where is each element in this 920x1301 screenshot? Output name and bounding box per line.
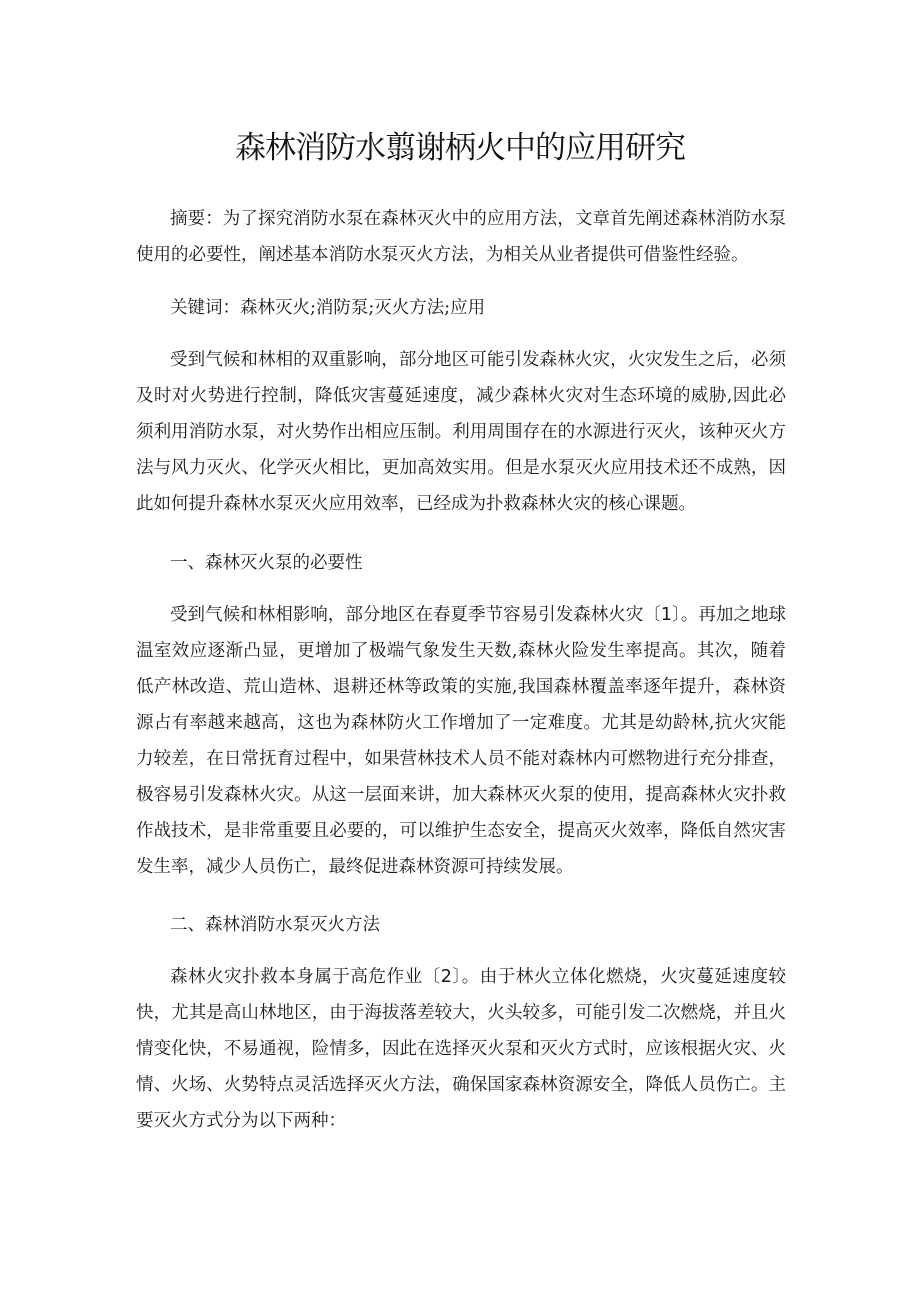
paragraph-text: 。由于林火立体化燃烧，火灾蔓延速度较快，尤其是高山林地区，由于海拔落差较大，火头较多，可能引发二次燃烧，并且火情变化快，不易通视，险情多，因此在选择灭火泵和灭火方式时，应该根据火灾、火情、火场、火势特点灵活选择灭火方法，确保国家森林资源安全，降低人员伤亡。主要灭火方式分为以下两种：	[136, 967, 787, 1131]
body-paragraph-necessity	[136, 597, 786, 885]
keywords-line: 关键词：森林灭火;消防泵;灭火方法;应用	[170, 298, 486, 318]
paragraph-text: 受到气候和林相影响，部分地区在春夏季节容易引发森林火灾	[170, 605, 644, 625]
body-paragraph-methods	[136, 959, 786, 1139]
section-heading-2: 二、森林消防水泵灭火方法	[170, 915, 380, 935]
document-title: 森林消防水翦谢柄火中的应用研究	[235, 130, 685, 166]
body-paragraph-intro: 受到气候和林相的双重影响，部分地区可能引发森林火灾，火灾发生之后，必须及时对火势进行控制，降低灾害蔓延速度，减少森林火灾对生态环境的威胁,因此必须利用消防水泵，对火势作出相应压制。利用周围存在的水源进行灭火，该种灭火方法与风力灭火、化学灭火相比，更加高效实用。但是水泵灭火应用技术还不成熟，因此如何提升森林水泵灭火应用效率，已经成为扑救森林火灾的核心课题。	[136, 350, 786, 514]
citation-ref-2: 〔2〕	[422, 967, 462, 987]
citation-ref-1: 〔1〕	[643, 605, 681, 625]
paragraph-text: 森林火灾扑救本身属于高危作业	[170, 967, 423, 987]
abstract-paragraph: 摘要：为了探究消防水泵在森林灭火中的应用方法，文章首先阐述森林消防水泵使用的必要性，阐述基本消防水泵灭火方法，为相关从业者提供可借鉴性经验。	[136, 209, 786, 265]
paragraph-text: 。再加之地球温室效应逐渐凸显，更增加了极端气象发生天数,森林火险发生率提高。其次，随着低产林改造、荒山造林、退耕还林等政策的实施,我国森林覆盖率逐年提升，森林资源占有率越来越高，这也为森林防火工作增加了一定难度。尤其是幼龄林,抗火灾能力较差，在日常抚育过程中，如果营林技术人员不能对森林内可燃物进行充分排查，极容易引发森林火灾。从这一层面来讲，加大森林灭火泵的使用，提高森林火灾扑救作战技术，是非常重要且必要的，可以维护生态安全，提高灭火效率，降低自然灾害发生率，减少人员伤亡，最终促进森林资源可持续发展。	[136, 605, 787, 877]
section-heading-1: 一、森林灭火泵的必要性	[170, 553, 363, 573]
